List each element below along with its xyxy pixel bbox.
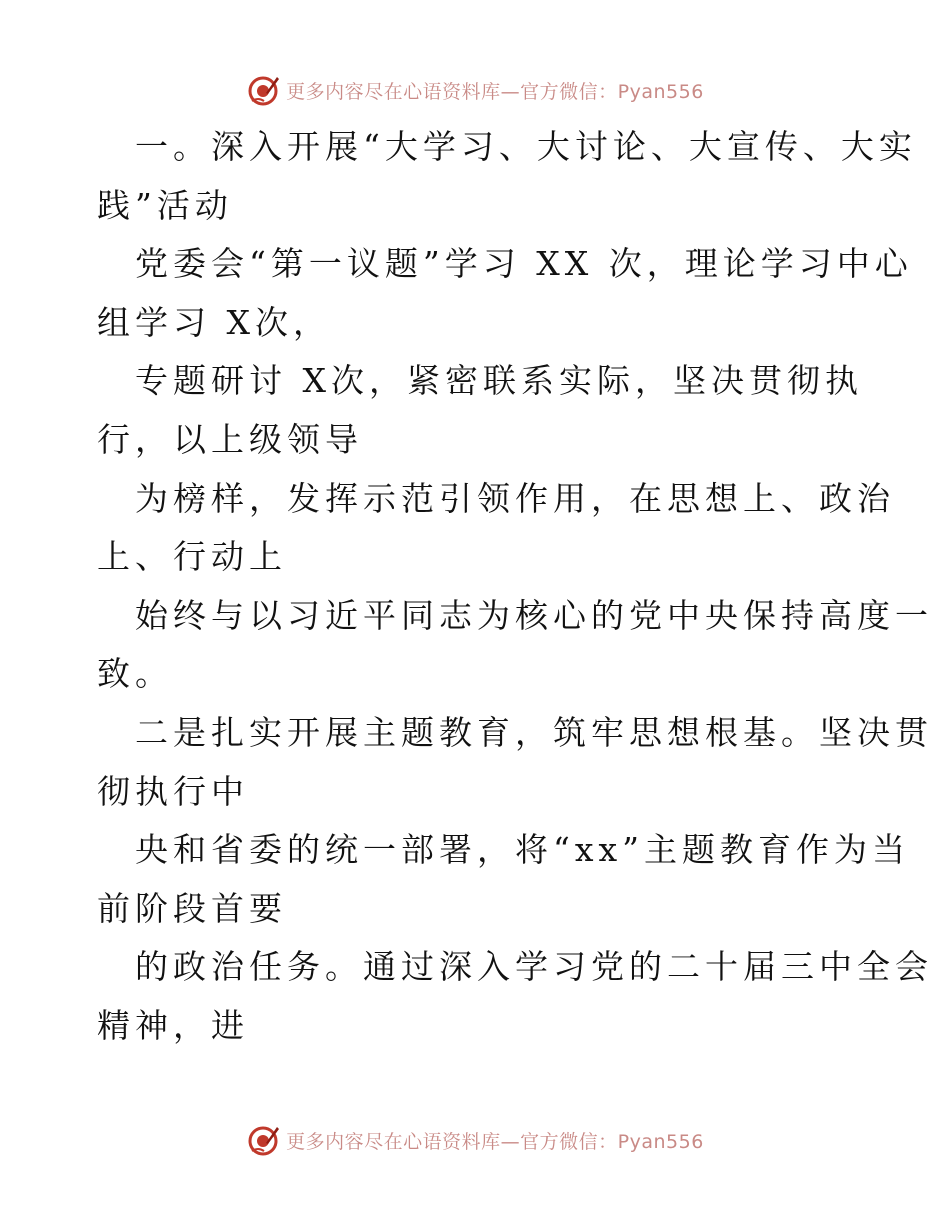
text-line: 的政治任务。通过深入学习党的二十届三中全会 — [135, 947, 933, 987]
text-line: 始终与以习近平同志为核心的党中央保持高度一 — [135, 595, 933, 635]
text-line: 专题研讨 X次，紧密联系实际，坚决贯彻执 — [135, 361, 863, 401]
text-line: 前阶段首要 — [97, 888, 287, 928]
text-line: 为榜样，发挥示范引领作用，在思想上、政治 — [135, 478, 895, 518]
text-line: 践”活动 — [97, 185, 233, 225]
text-line: 致。 — [97, 654, 173, 694]
text-line: 行，以上级领导 — [97, 419, 363, 459]
text-line: 彻执行中 — [97, 771, 249, 811]
text-line: 二是扎实开展主题教育，筑牢思想根基。坚决贯 — [135, 712, 933, 752]
quill-seal-icon — [246, 1123, 280, 1157]
text-line: 组学习 X次， — [97, 302, 331, 342]
document-body — [97, 118, 933, 1056]
text-line: 党委会“第一议题”学习 XX 次，理论学习中心 — [135, 244, 913, 284]
text-line: 央和省委的统一部署，将“xx”主题教育作为当 — [135, 830, 910, 870]
quill-seal-icon — [246, 73, 280, 107]
watermark-text: 更多内容尽在心语资料库—官方微信：Pyan556 — [286, 1130, 704, 1153]
text-line: 一。深入开展“大学习、大讨论、大宣传、大实 — [135, 127, 917, 166]
footer-watermark — [0, 1120, 950, 1160]
text-line: 精神，进 — [97, 1005, 249, 1045]
header-watermark — [0, 70, 950, 110]
watermark-text: 更多内容尽在心语资料库—官方微信：Pyan556 — [286, 80, 704, 103]
text-line: 上、行动上 — [97, 537, 287, 577]
